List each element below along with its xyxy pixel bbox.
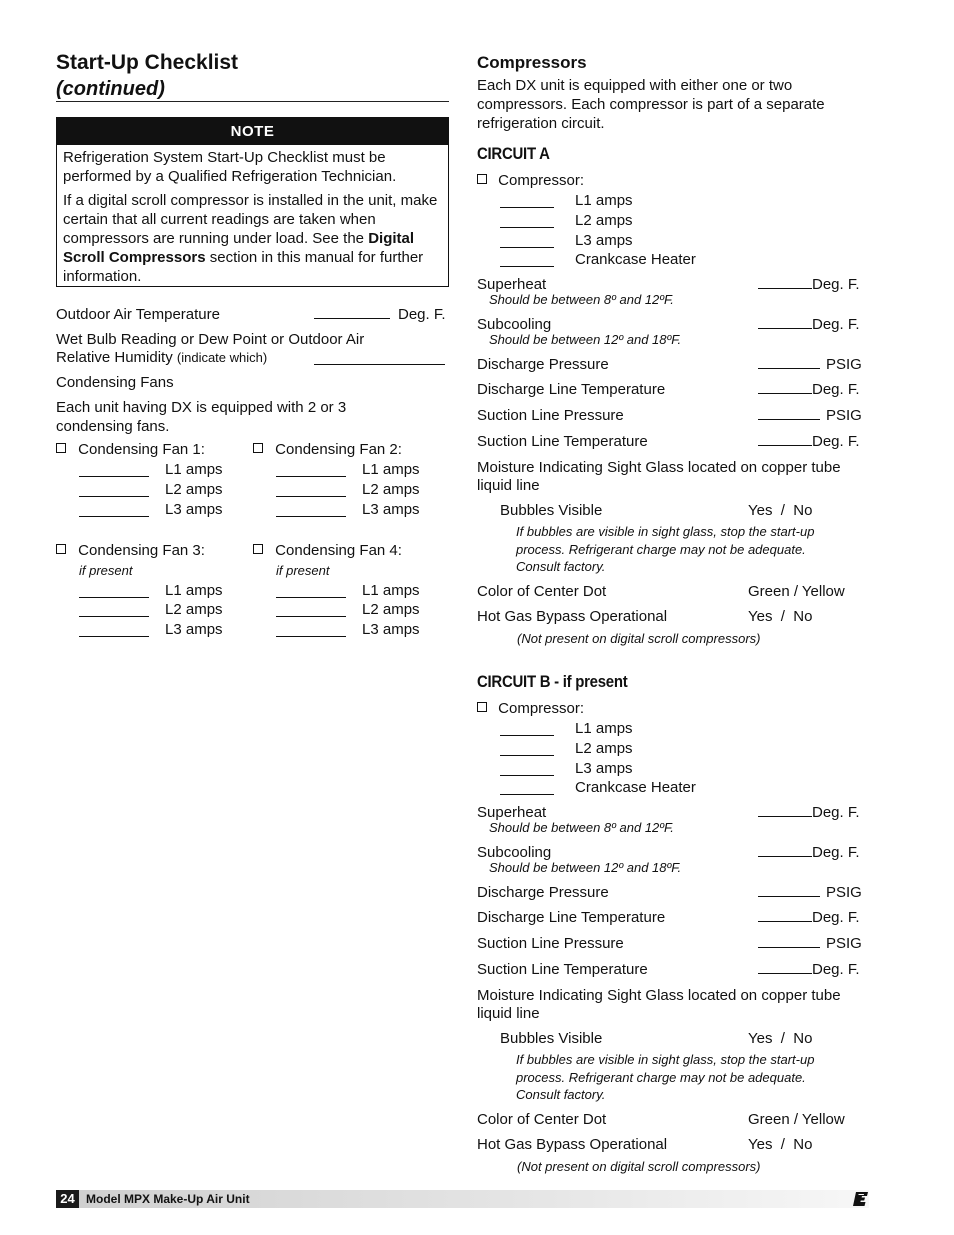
fan-1-l3-label: L3 amps [165, 501, 223, 518]
note-para-2-post: section in this manual for further information. [63, 249, 424, 285]
circuit-a-superheat-unit: Deg. F. [812, 276, 860, 293]
circuit-b [0, 528, 954, 1188]
condensing-fans-heading: Condensing Fans [56, 374, 174, 391]
fan-1-label: Condensing Fan 1: [78, 441, 205, 458]
circuit-b-moisture-label: Moisture Indicating Sight Glass located on copper tube liquid line [477, 987, 841, 1022]
circuit-a-suction-pressure-label: Suction Line Pressure [477, 407, 624, 424]
compressors-intro: Each DX unit is equipped with either one or two compressors. Each compressor is part of a separate refrigeration circuit. [477, 77, 825, 132]
circuit-a-title: CIRCUIT A [477, 144, 550, 163]
fan-1-l2-label: L2 amps [165, 481, 223, 498]
circuit-b-suction-pressure-label: Suction Line Pressure [477, 935, 624, 952]
circuit-b-suction-temp-blank[interactable] [758, 961, 812, 974]
circuit-b-title: CIRCUIT B - if present [477, 672, 628, 691]
circuit-a-suction-temp-label: Suction Line Temperature [477, 433, 648, 450]
note-para-1: Refrigeration System Start-Up Checklist must be performed by a Qualified Refrigeration Technician. [63, 149, 397, 185]
circuit-b-superheat-note: Should be between 8º and 12ºF. [489, 820, 674, 835]
circuit-a-superheat-label: Superheat [477, 276, 547, 293]
circuit-a-discharge-temp-label: Discharge Line Temperature [477, 381, 666, 398]
page-title: Start-Up Checklist [56, 51, 239, 74]
outdoor-air-label: Outdoor Air Temperature [56, 306, 220, 323]
circuit-a-hot-gas-yes-no[interactable]: Yes / No [748, 608, 813, 625]
circuit-a-l1-blank[interactable] [500, 195, 554, 208]
circuit-b-superheat-blank[interactable] [758, 804, 812, 817]
fan-2-label: Condensing Fan 2: [275, 441, 402, 458]
circuit-b-subcooling-note: Should be between 12º and 18ºF. [489, 860, 682, 875]
circuit-b-discharge-pressure-unit: PSIG [826, 884, 862, 901]
compressors-heading: Compressors [477, 53, 587, 72]
circuit-b-superheat-unit: Deg. F. [812, 804, 860, 821]
circuit-b-bubbles-label: Bubbles Visible [500, 1030, 603, 1047]
circuit-a-green-yellow[interactable]: Green / Yellow [748, 583, 845, 600]
circuit-b-bubbles-note: If bubbles are visible in sight glass, stop the start-up process. Refrigerant charge may not be adequate. Consult factory. [516, 1052, 815, 1102]
condensing-fans-desc: Each unit having DX is equipped with 2 or 3 condensing fans. [56, 399, 347, 435]
circuit-a-superheat-note: Should be between 8º and 12ºF. [489, 292, 674, 307]
circuit-a-l3-blank[interactable] [500, 235, 554, 248]
fan-4-note: if present [276, 563, 330, 578]
brand-logo-icon [853, 1191, 869, 1207]
circuit-b-hot-gas-label: Hot Gas Bypass Operational [477, 1136, 668, 1153]
circuit-b-discharge-temp-blank[interactable] [758, 909, 812, 922]
circuit-a-superheat-blank[interactable] [758, 276, 812, 289]
circuit-a-subcooling-blank[interactable] [758, 316, 812, 329]
fan-3-note: if present [79, 563, 133, 578]
circuit-a-moisture-label: Moisture Indicating Sight Glass located on copper tube liquid line [477, 459, 841, 494]
circuit-a-suction-pressure-blank[interactable] [758, 407, 820, 420]
circuit-b-discharge-temp-label: Discharge Line Temperature [477, 909, 666, 926]
circuit-a-hot-gas-note: (Not present on digital scroll compressors) [517, 631, 761, 646]
fan-4-label: Condensing Fan 4: [275, 542, 402, 559]
circuit-b-l1-blank[interactable] [500, 723, 554, 736]
circuit-b-subcooling-label: Subcooling [477, 844, 552, 861]
circuit-b-l2-blank[interactable] [500, 743, 554, 756]
circuit-b-l1-label: L1 amps [575, 720, 633, 737]
circuit-b-l2-label: L2 amps [575, 740, 633, 757]
footer-model: Model MPX Make-Up Air Unit [86, 1192, 250, 1206]
circuit-b-compressor-label: Compressor: [498, 700, 585, 717]
circuit-a-bubbles-label: Bubbles Visible [500, 502, 603, 519]
circuit-a-crankcase-blank[interactable] [500, 254, 554, 267]
fan-3-l1-label: L1 amps [165, 582, 223, 599]
circuit-b-suction-temp-label: Suction Line Temperature [477, 961, 648, 978]
circuit-a-crankcase-label: Crankcase Heater [575, 251, 696, 268]
circuit-b-suction-temp-unit: Deg. F. [812, 961, 860, 978]
circuit-a-l2-label: L2 amps [575, 212, 633, 229]
circuit-b-suction-pressure-blank[interactable] [758, 935, 820, 948]
page-subtitle: (continued) [56, 78, 165, 100]
circuit-b-discharge-temp-unit: Deg. F. [812, 909, 860, 926]
circuit-a-subcooling-label: Subcooling [477, 316, 552, 333]
indicate-which: (indicate which) [176, 350, 268, 365]
circuit-a-l2-blank[interactable] [500, 215, 554, 228]
fan-2-l3-label: L3 amps [362, 501, 420, 518]
circuit-b-suction-pressure-unit: PSIG [826, 935, 862, 952]
fan-3-label: Condensing Fan 3: [78, 542, 205, 559]
circuit-b-subcooling-unit: Deg. F. [812, 844, 860, 861]
circuit-b-bubbles-yes-no[interactable]: Yes / No [748, 1030, 813, 1047]
note-para-2-pre: If a digital scroll compressor is installed in the unit, make certain that all current readings are taken when compressors are running under load. See the [63, 192, 438, 247]
circuit-b-center-dot-label: Color of Center Dot [477, 1111, 607, 1128]
note-para-2-bold: Digital Scroll Compressors [63, 230, 415, 266]
circuit-a-l1-label: L1 amps [575, 192, 633, 209]
fan-2-l2-label: L2 amps [362, 481, 420, 498]
circuit-a-discharge-temp-unit: Deg. F. [812, 381, 860, 398]
circuit-a-subcooling-note: Should be between 12º and 18ºF. [489, 332, 682, 347]
circuit-a-discharge-temp-blank[interactable] [758, 381, 812, 394]
circuit-b-crankcase-label: Crankcase Heater [575, 779, 696, 796]
circuit-a-suction-temp-blank[interactable] [758, 433, 812, 446]
circuit-a-suction-temp-unit: Deg. F. [812, 433, 860, 450]
circuit-b-compressor-checkbox[interactable] [477, 702, 487, 712]
rel-humidity-label: Relative Humidity [56, 349, 173, 366]
circuit-a-center-dot-label: Color of Center Dot [477, 583, 607, 600]
outdoor-air-unit: Deg. F. [398, 306, 446, 323]
circuit-b-l3-blank[interactable] [500, 763, 554, 776]
circuit-b-hot-gas-yes-no[interactable]: Yes / No [748, 1136, 813, 1153]
note-heading: NOTE [57, 118, 448, 145]
circuit-a-compressor-checkbox[interactable] [477, 174, 487, 184]
fan-3-l3-label: L3 amps [165, 621, 223, 638]
fan-3-l2-label: L2 amps [165, 601, 223, 618]
circuit-b-l3-label: L3 amps [575, 760, 633, 777]
circuit-a-discharge-pressure-blank[interactable] [758, 356, 820, 369]
wet-bulb-label: Wet Bulb Reading or Dew Point or Outdoor Air [56, 331, 365, 348]
circuit-b-superheat-label: Superheat [477, 804, 547, 821]
circuit-a-discharge-pressure-label: Discharge Pressure [477, 356, 609, 373]
circuit-a-suction-pressure-unit: PSIG [826, 407, 862, 424]
circuit-a-bubbles-note: If bubbles are visible in sight glass, stop the start-up process. Refrigerant charge may not be adequate. Consult factory. [516, 524, 815, 574]
circuit-a-l3-label: L3 amps [575, 232, 633, 249]
circuit-a-discharge-pressure-unit: PSIG [826, 356, 862, 373]
fan-1-l1-label: L1 amps [165, 461, 223, 478]
page-number: 24 [56, 1190, 79, 1208]
fan-4-l1-label: L1 amps [362, 582, 420, 599]
circuit-b-discharge-pressure-blank[interactable] [758, 884, 820, 897]
circuit-b-discharge-pressure-label: Discharge Pressure [477, 884, 609, 901]
circuit-a-hot-gas-label: Hot Gas Bypass Operational [477, 608, 668, 625]
circuit-b-hot-gas-note: (Not present on digital scroll compressors) [517, 1159, 761, 1174]
circuit-b-subcooling-blank[interactable] [758, 844, 812, 857]
circuit-a-bubbles-yes-no[interactable]: Yes / No [748, 502, 813, 519]
circuit-b-green-yellow[interactable]: Green / Yellow [748, 1111, 845, 1128]
fan-2-l1-label: L1 amps [362, 461, 420, 478]
circuit-a-subcooling-unit: Deg. F. [812, 316, 860, 333]
fan-4-l3-label: L3 amps [362, 621, 420, 638]
circuit-a-compressor-label: Compressor: [498, 172, 585, 189]
fan-4-l2-label: L2 amps [362, 601, 420, 618]
circuit-b-crankcase-blank[interactable] [500, 782, 554, 795]
